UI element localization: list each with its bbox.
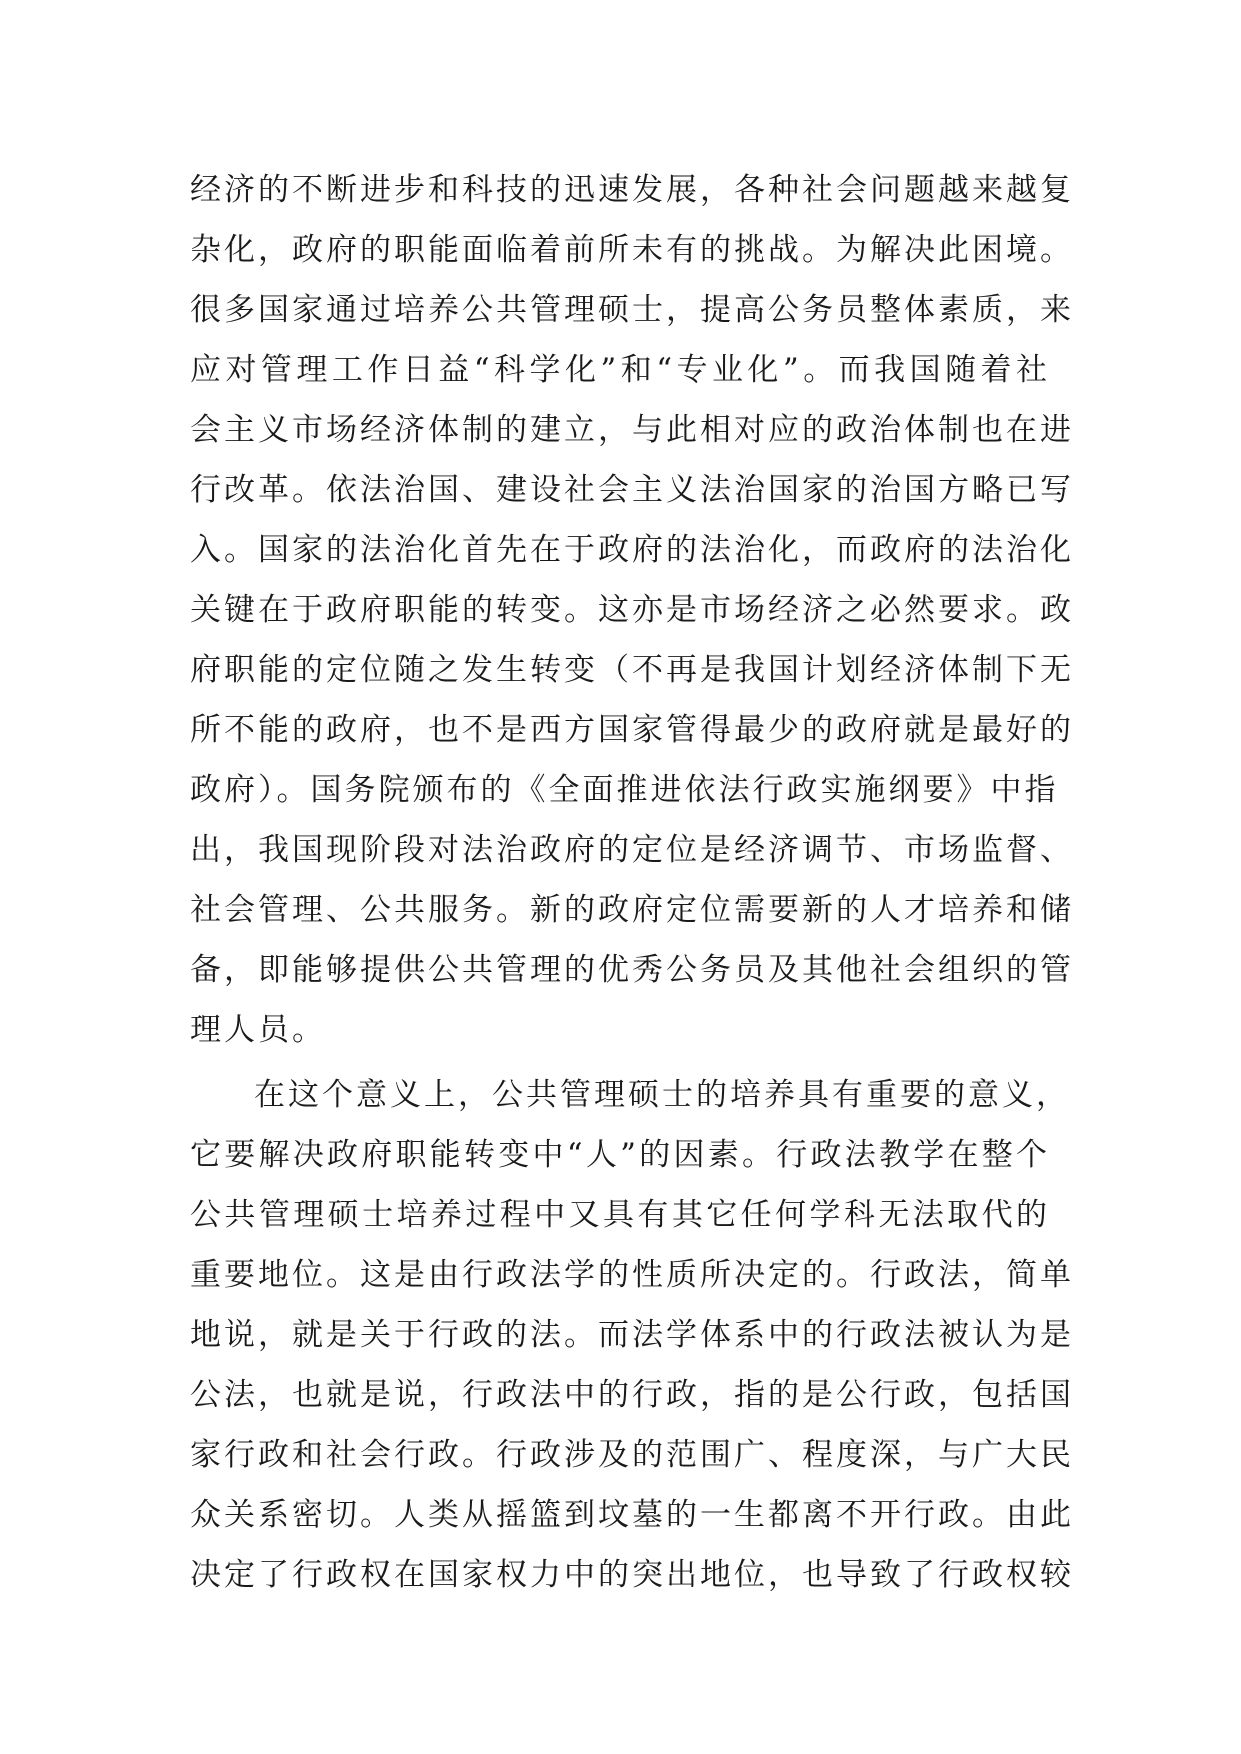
text-line: 理人员。: [190, 1012, 326, 1048]
body-text: [190, 160, 1074, 1605]
text-line: 它要解决政府职能转变中“人”的因素。行政法教学在整个: [190, 1137, 1050, 1173]
paragraph-2: [190, 1065, 1074, 1605]
text-line: 政府）。国务院颁布的《全面推进依法行政实施纲要》中指: [190, 772, 1059, 808]
text-line: 杂化，政府的职能面临着前所未有的挑战。为解决此困境。: [190, 232, 1074, 268]
text-line: 关键在于政府职能的转变。这亦是市场经济之必然要求。政: [190, 592, 1074, 628]
text-line: 出，我国现阶段对法治政府的定位是经济调节、市场监督、: [190, 832, 1074, 868]
text-line: 府职能的定位随之发生转变（不再是我国计划经济体制下无: [190, 652, 1074, 688]
text-line: 备，即能够提供公共管理的优秀公务员及其他社会组织的管: [190, 952, 1074, 988]
text-line: 很多国家通过培养公共管理硕士，提高公务员整体素质，来: [190, 292, 1074, 328]
text-line: 应对管理工作日益“科学化”和“专业化”。而我国随着社: [190, 352, 1050, 388]
text-line: 众关系密切。人类从摇篮到坟墓的一生都离不开行政。由此: [190, 1497, 1074, 1533]
text-line: 公共管理硕士培养过程中又具有其它任何学科无法取代的: [190, 1197, 1050, 1233]
text-line: 公法，也就是说，行政法中的行政，指的是公行政，包括国: [190, 1377, 1074, 1413]
text-line: 社会管理、公共服务。新的政府定位需要新的人才培养和储: [190, 892, 1074, 928]
text-line: 所不能的政府，也不是西方国家管得最少的政府就是最好的: [190, 712, 1074, 748]
text-line: 在这个意义上，公共管理硕士的培养具有重要的意义，: [254, 1077, 1070, 1113]
text-line: 地说，就是关于行政的法。而法学体系中的行政法被认为是: [190, 1317, 1074, 1353]
paragraph-1: [190, 160, 1074, 1060]
text-line: 入。国家的法治化首先在于政府的法治化，而政府的法治化: [190, 532, 1074, 568]
text-line: 决定了行政权在国家权力中的突出地位，也导致了行政权较: [190, 1557, 1074, 1593]
text-line: 行改革。依法治国、建设社会主义法治国家的治国方略已写: [190, 472, 1074, 508]
text-line: 家行政和社会行政。行政涉及的范围广、程度深，与广大民: [190, 1437, 1074, 1473]
text-line: 重要地位。这是由行政法学的性质所决定的。行政法，简单: [190, 1257, 1074, 1293]
text-line: 会主义市场经济体制的建立，与此相对应的政治体制也在进: [190, 412, 1074, 448]
text-line: 经济的不断进步和科技的迅速发展，各种社会问题越来越复: [190, 172, 1074, 208]
